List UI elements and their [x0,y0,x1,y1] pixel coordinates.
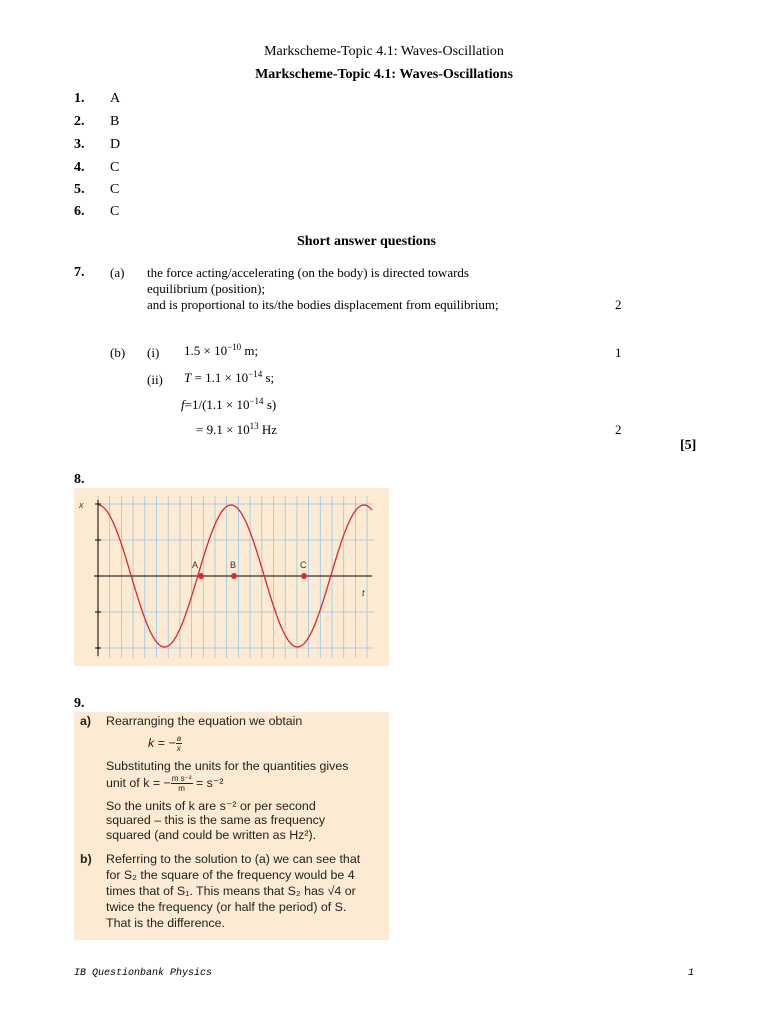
point-a-marker [198,573,204,579]
answer-line: the force acting/accelerating (on the body) is directed towards [147,265,469,280]
answer-unit: s) [263,397,277,412]
solution-line: squared (and could be written as Hz²). [106,828,317,842]
point-b-label: B [230,560,237,570]
answer-value [181,397,276,413]
units-denominator: m [178,784,185,793]
graph-svg [74,488,389,666]
point-c-marker [301,573,307,579]
solution-line: So the units of k are s⁻² or per second [106,799,316,813]
total-marks: [5] [680,438,697,453]
answer-exponent: 13 [249,421,259,431]
question-number: 7. [74,265,85,280]
mc-answer: B [110,114,120,129]
section-heading: Short answer questions [297,234,436,249]
solution-line [106,774,224,793]
answer-value [184,343,258,359]
answer-line: equilibrium (position); [147,281,266,296]
subpart-label: (ii) [147,372,163,387]
solution-line: Rearranging the equation we obtain [106,714,303,728]
page-title: Markscheme-Topic 4.1: Waves-Oscillations [255,67,513,82]
answer-unit: m; [241,343,259,358]
part-label: (a) [110,265,125,280]
question-number: 8. [74,472,85,487]
worked-solution-box [74,712,389,940]
units-rhs: = s⁻² [192,775,224,790]
y-axis-label: x [79,500,84,510]
mc-answer: C [110,160,120,175]
answer-exponent: −10 [227,342,242,352]
units-lhs: unit of k = − [106,775,171,790]
footer-source: IB Questionbank Physics [74,968,213,979]
period-symbol: T [184,370,192,385]
equation-k [148,734,182,753]
mc-number: 2. [74,114,85,129]
answer-value [184,370,274,386]
marks: 2 [615,297,622,312]
displacement-time-graph [74,488,389,666]
answer-exponent: −14 [249,396,264,406]
solution-line: Substituting the units for the quantities gives [106,759,349,773]
answer-base: =1/(1.1 × 10 [184,397,250,412]
subpart-label: (i) [147,345,160,360]
mc-answer: C [110,182,120,197]
mc-number: 6. [74,204,85,219]
answer-line: and is proportional to its/the bodies displacement from equilibrium; [147,297,499,312]
part-label: a) [80,714,92,728]
mc-number: 1. [74,91,85,106]
k-equation-lhs: k = − [148,735,176,750]
x-axis-label: t [362,588,365,598]
mc-answer: A [110,91,121,106]
answer-base: = 9.1 × 10 [196,422,250,437]
mc-number: 3. [74,137,85,152]
part-label: (b) [110,345,126,360]
answer-base: = 1.1 × 10 [191,370,249,385]
answer-unit: Hz [258,422,278,437]
answer-unit: s; [262,370,275,385]
mc-number: 5. [74,182,85,197]
question-number: 9. [74,696,85,711]
k-numerator: a [176,734,182,743]
mc-answer: D [110,137,121,152]
k-denominator: x [176,744,181,753]
solution-line: twice the frequency (or half the period) of S. [106,900,347,914]
units-numerator: m s⁻² [171,774,192,783]
k-fraction [176,734,182,753]
point-a-label: A [192,560,199,570]
units-fraction [171,774,193,793]
document-header: Markscheme-Topic 4.1: Waves-Oscillation [264,44,504,59]
solution-line: Referring to the solution to (a) we can see that [106,852,361,866]
solution-line: times that of S₁. This means that S₂ has √4 or [106,884,356,898]
part-label: b) [80,852,92,866]
answer-exponent: −14 [248,369,263,379]
point-b-marker [231,573,237,579]
mc-number: 4. [74,160,85,175]
point-c-label: C [300,560,307,570]
solution-line: for S₂ the square of the frequency would be 4 [106,868,355,882]
solution-line: squared – this is the same as frequency [106,813,326,827]
page-number: 1 [688,968,695,979]
answer-base: 1.5 × 10 [184,343,228,358]
solution-line: That is the difference. [106,916,225,930]
marks: 2 [615,422,622,437]
mc-answer: C [110,204,120,219]
marks: 1 [615,345,622,360]
answer-value [196,422,277,438]
frequency-symbol: f [181,397,185,412]
